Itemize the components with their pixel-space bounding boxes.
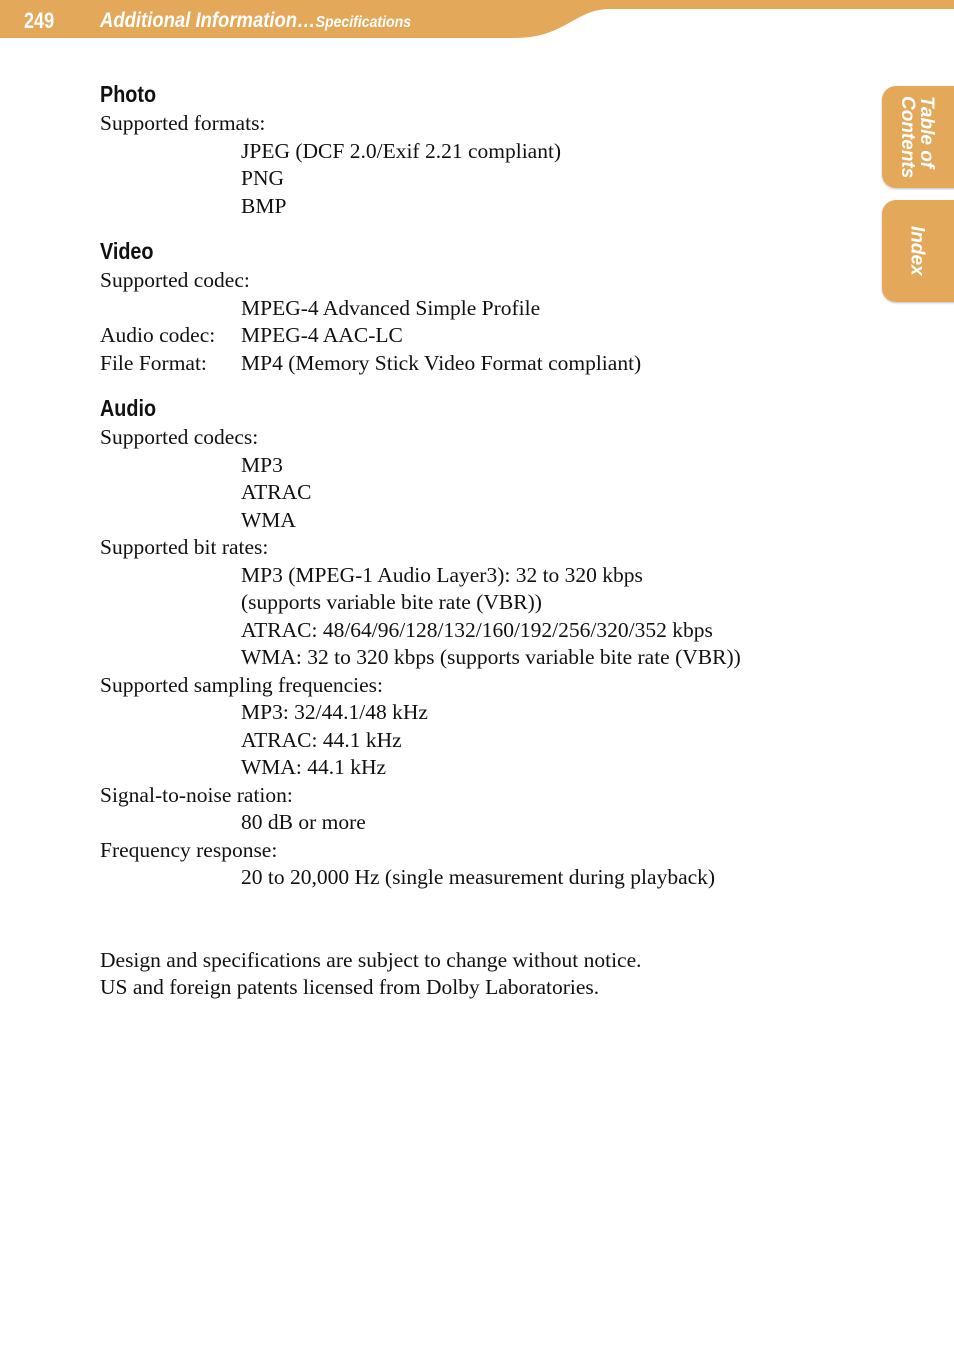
audio-section xyxy=(100,392,840,892)
table-of-contents-tab[interactable] xyxy=(882,86,954,188)
note-line: US and foreign patents licensed from Dolby Laboratories. xyxy=(100,975,600,999)
table-of-contents-tab-label: Table of Contents xyxy=(897,95,937,179)
note-line: Design and specifications are subject to change without notice. xyxy=(100,947,642,972)
file-format-value: MP4 (Memory Stick Video Format compliant) xyxy=(241,350,642,375)
audio-codec-value: MPEG-4 AAC-LC xyxy=(241,323,403,347)
audio-heading: Audio xyxy=(100,395,157,421)
snr-value: 80 dB or more xyxy=(241,810,366,834)
photo-format-item: PNG xyxy=(241,166,285,190)
header-title-main: Additional Information… xyxy=(100,9,316,32)
video-section xyxy=(100,235,840,377)
video-codec-label: Supported codec: xyxy=(100,268,250,292)
page-header xyxy=(0,0,954,42)
snr-label: Signal-to-noise ration: xyxy=(100,782,293,807)
bitrate-item: (supports variable bite rate (VBR)) xyxy=(241,590,542,614)
photo-section xyxy=(100,78,840,220)
frequency-response-label: Frequency response: xyxy=(100,837,278,862)
sampling-label: Supported sampling frequencies: xyxy=(100,672,384,697)
specifications-content xyxy=(100,78,840,1002)
photo-format-item: JPEG (DCF 2.0/Exif 2.21 compliant) xyxy=(241,138,562,163)
sampling-item: WMA: 44.1 kHz xyxy=(241,755,387,779)
header-title xyxy=(100,9,411,33)
audio-codec-item: ATRAC xyxy=(241,480,312,504)
audio-codec-item: WMA xyxy=(241,507,296,532)
index-tab-label: Index xyxy=(906,226,928,276)
header-subtitle: Specifications xyxy=(315,14,412,31)
bitrate-item: ATRAC: 48/64/96/128/132/160/192/256/320/352 kbps xyxy=(241,617,713,642)
audio-codecs-label: Supported codecs: xyxy=(100,425,259,449)
photo-heading: Photo xyxy=(100,81,157,107)
bitrates-label: Supported bit rates: xyxy=(100,535,269,559)
bitrate-item: MP3 (MPEG-1 Audio Layer3): 32 to 320 kbps xyxy=(241,562,643,587)
file-format-label: File Format: xyxy=(100,350,207,375)
file-format-row xyxy=(100,350,840,378)
sampling-item: MP3: 32/44.1/48 kHz xyxy=(241,700,428,724)
audio-codec-label: Audio codec: xyxy=(100,323,216,347)
footnotes xyxy=(100,947,840,1002)
video-codec-value: MPEG-4 Advanced Simple Profile xyxy=(241,295,541,320)
photo-format-item: BMP xyxy=(241,193,287,218)
page-number: 249 xyxy=(24,8,55,33)
index-tab[interactable] xyxy=(882,200,954,302)
sampling-item: ATRAC: 44.1 kHz xyxy=(241,727,402,752)
audio-codec-item: MP3 xyxy=(241,452,283,477)
audio-codec-row xyxy=(100,322,840,350)
photo-formats-label: Supported formats: xyxy=(100,111,266,135)
video-heading: Video xyxy=(100,238,154,264)
frequency-response-value: 20 to 20,000 Hz (single measurement during playback) xyxy=(241,865,716,889)
bitrate-item: WMA: 32 to 320 kbps (supports variable bite rate (VBR)) xyxy=(241,645,741,669)
